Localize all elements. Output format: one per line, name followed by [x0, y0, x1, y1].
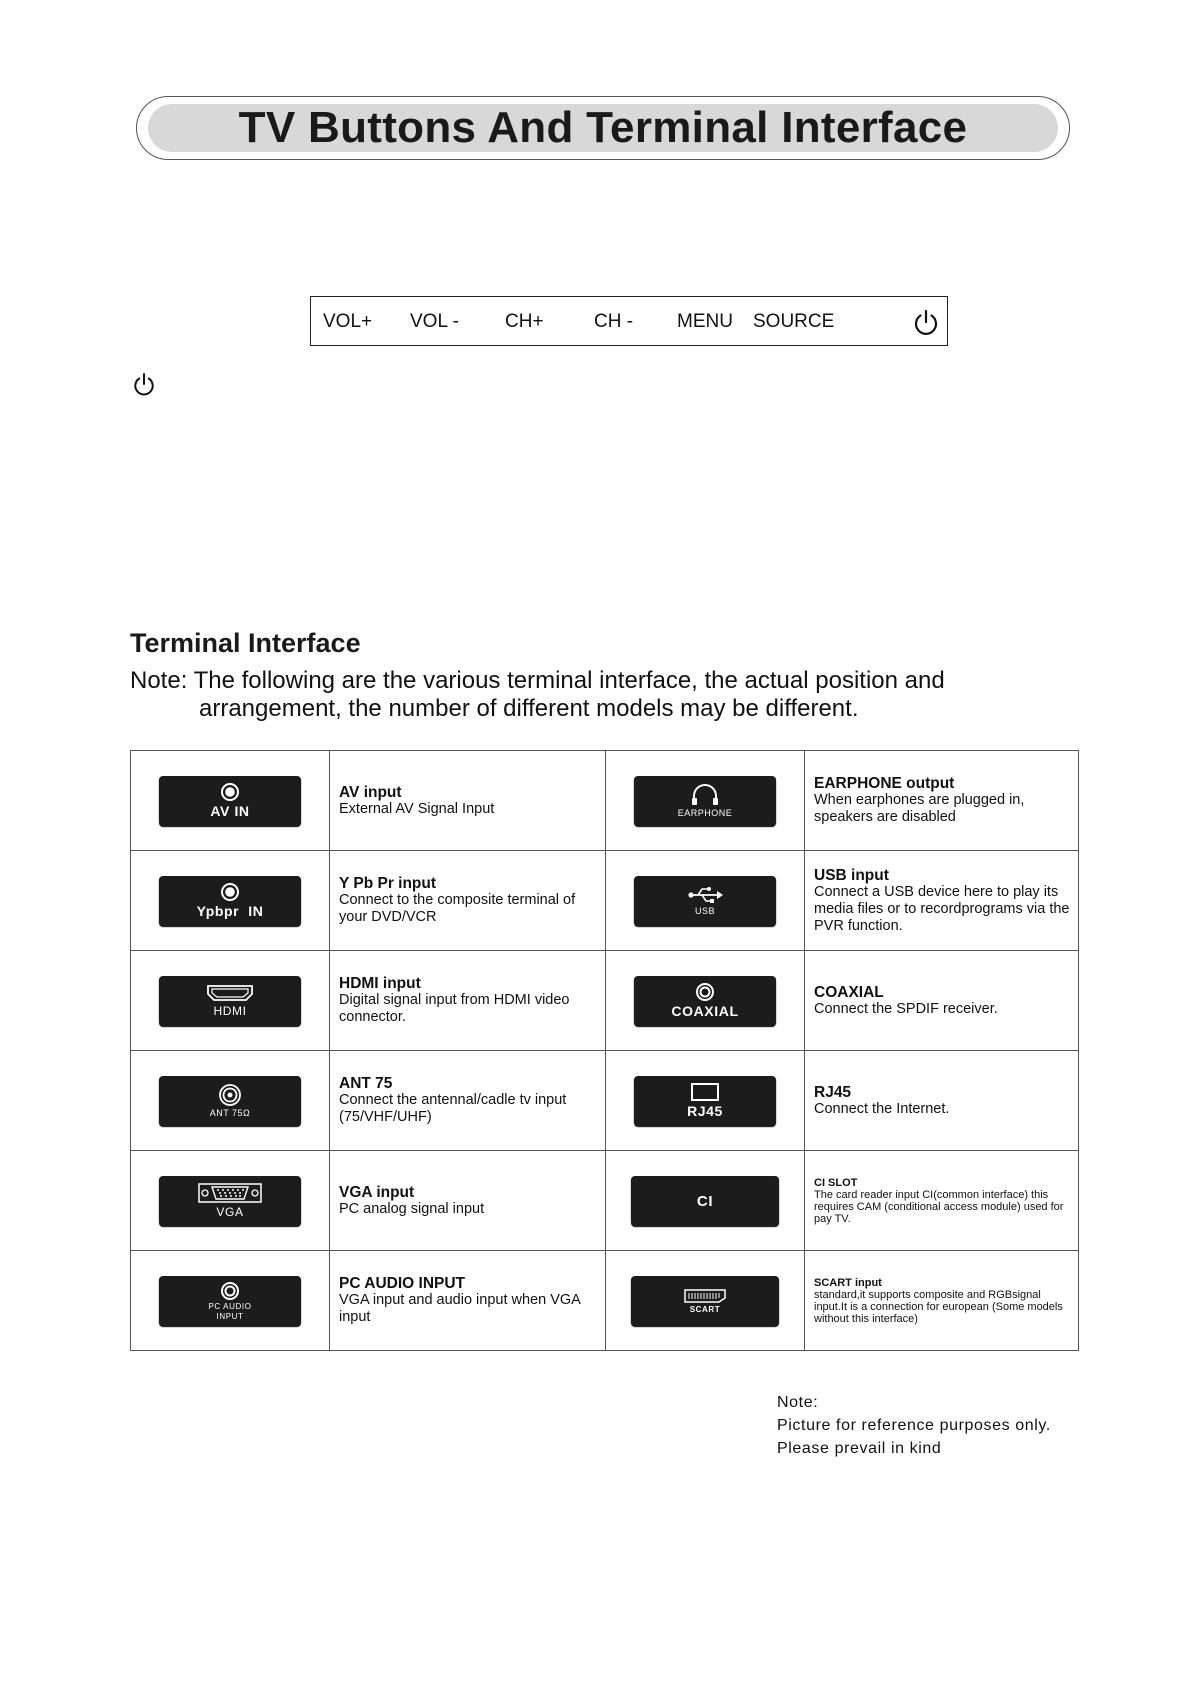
ypbpr-in-port-badge [159, 876, 301, 926]
power-icon[interactable] [911, 307, 941, 337]
reference-note [777, 1391, 1051, 1460]
reference-note-line-2: Please prevail in kind [777, 1440, 942, 1457]
icon-cell [606, 751, 805, 851]
usb-port-badge [634, 876, 776, 926]
pc-audio-port-badge [159, 1276, 301, 1326]
badge-label: Ypbpr IN [196, 903, 264, 919]
interface-description: PC analog signal input [339, 1200, 485, 1217]
interface-title: EARPHONE output [814, 775, 955, 792]
description-cell [330, 1251, 606, 1351]
badge-label: SCART [689, 1304, 721, 1314]
scart-port-badge [631, 1276, 779, 1326]
interface-title: VGA input [339, 1183, 415, 1201]
ci-slot-badge [631, 1176, 779, 1226]
description-cell [330, 751, 606, 851]
table-row [131, 1151, 1079, 1251]
table-row [131, 851, 1079, 951]
badge-label: COAXIAL [671, 1003, 739, 1019]
interface-title: AV input [339, 783, 402, 801]
coaxial-jack-icon [694, 982, 716, 1002]
icon-cell [606, 851, 805, 951]
badge-label: VGA [216, 1205, 244, 1219]
badge-label: AV IN [210, 803, 250, 819]
icon-cell [606, 1251, 805, 1351]
interface-title: HDMI input [339, 975, 421, 992]
description-cell [805, 1251, 1079, 1351]
icon-cell [131, 751, 330, 851]
reference-note-line-1: Picture for reference purposes only. [777, 1417, 1051, 1434]
interface-description: The card reader input CI(common interface) this requires CAM (conditional access module) used for pay TV. [814, 1188, 1064, 1225]
interface-description: Connect a USB device here to play its media files or to recordprograms via the PVR function. [814, 883, 1070, 934]
interface-title: SCART input [814, 1276, 882, 1289]
interface-description: standard,it supports composite and RGBsignal input.It is a connection for european (Some models without this interface) [814, 1288, 1063, 1325]
rca-jack-icon [219, 782, 241, 802]
vga-connector-icon [198, 1182, 262, 1204]
table-row [131, 1251, 1079, 1351]
reference-note-label: Note: [777, 1394, 819, 1411]
badge-label: CI [696, 1192, 714, 1210]
interface-title: CI SLOT [814, 1176, 858, 1189]
headphone-icon [688, 783, 722, 807]
icon-cell [131, 1051, 330, 1151]
interface-title: PC AUDIO INPUT [339, 1275, 466, 1292]
icon-cell [131, 851, 330, 951]
page-title: TV Buttons And Terminal Interface [238, 103, 968, 152]
interface-description: When earphones are plugged in, speakers are disabled [814, 792, 1025, 825]
vol-down-button[interactable]: VOL - [410, 311, 459, 332]
description-cell [330, 951, 606, 1051]
description-cell [805, 1151, 1079, 1251]
interface-description: Connect to the composite terminal of your DVD/VCR [339, 892, 576, 925]
icon-cell [606, 951, 805, 1051]
interface-title: COAXIAL [814, 983, 884, 1001]
ch-down-button[interactable]: CH - [594, 311, 634, 332]
ch-up-button[interactable]: CH+ [505, 311, 544, 332]
vol-up-button[interactable]: VOL+ [323, 311, 373, 332]
coaxial-port-badge [634, 976, 776, 1026]
badge-label-line-1: PC AUDIO [208, 1301, 252, 1311]
table-row [131, 951, 1079, 1051]
rj45-port-badge [634, 1076, 776, 1126]
tv-button-strip [310, 296, 948, 346]
interface-description: Connect the SPDIF receiver. [814, 1000, 998, 1017]
icon-cell [131, 1151, 330, 1251]
icon-cell [131, 951, 330, 1051]
interface-title: RJ45 [814, 1083, 852, 1101]
icon-cell [131, 1251, 330, 1351]
table-row [131, 1051, 1079, 1151]
description-cell [805, 951, 1079, 1051]
title-banner [148, 104, 1058, 152]
badge-label: RJ45 [687, 1103, 723, 1119]
source-button[interactable]: SOURCE [753, 311, 835, 332]
description-cell [330, 1051, 606, 1151]
badge-label: HDMI [213, 1004, 247, 1018]
usb-icon [685, 885, 725, 905]
icon-cell [606, 1151, 805, 1251]
badge-label: ANT 75Ω [209, 1108, 251, 1118]
interface-title: Y Pb Pr input [339, 875, 437, 892]
antenna-jack-icon [217, 1083, 243, 1107]
antenna-port-badge [159, 1076, 301, 1126]
description-cell [805, 1051, 1079, 1151]
description-cell [330, 851, 606, 951]
note-line-2: arrangement, the number of different models may be different. [199, 695, 859, 722]
badge-label-line-2: INPUT [216, 1311, 244, 1321]
description-cell [805, 751, 1079, 851]
interface-description: Digital signal input from HDMI video connector. [339, 992, 570, 1025]
badge-label: EARPHONE [677, 808, 733, 818]
hdmi-port-badge [159, 976, 301, 1026]
interface-title: USB input [814, 866, 889, 884]
note-line-1: Note: The following are the various terminal interface, the actual position and [130, 667, 945, 694]
rj45-icon [690, 1082, 720, 1102]
icon-cell [606, 1051, 805, 1151]
interface-description: External AV Signal Input [339, 800, 495, 817]
interface-description: Connect the Internet. [814, 1100, 950, 1117]
menu-button[interactable]: MENU [677, 311, 733, 332]
scart-connector-icon [683, 1288, 727, 1304]
interface-description: Connect the antennal/cadle tv input (75/VHF/UHF) [339, 1092, 567, 1125]
section-heading: Terminal Interface [130, 628, 361, 658]
interface-description: VGA input and audio input when VGA input [339, 1292, 581, 1325]
earphone-port-badge [634, 776, 776, 826]
rca-jack-icon [219, 882, 241, 902]
hdmi-icon [206, 983, 254, 1003]
terminal-interface-table [130, 750, 1079, 1351]
interface-title: ANT 75 [339, 1075, 393, 1092]
av-in-port-badge [159, 776, 301, 826]
audio-jack-icon [219, 1281, 241, 1301]
description-cell [805, 851, 1079, 951]
table-row [131, 751, 1079, 851]
vga-port-badge [159, 1176, 301, 1226]
terminal-note [130, 667, 1030, 723]
power-icon [131, 371, 157, 397]
description-cell [330, 1151, 606, 1251]
badge-label: USB [694, 906, 715, 916]
